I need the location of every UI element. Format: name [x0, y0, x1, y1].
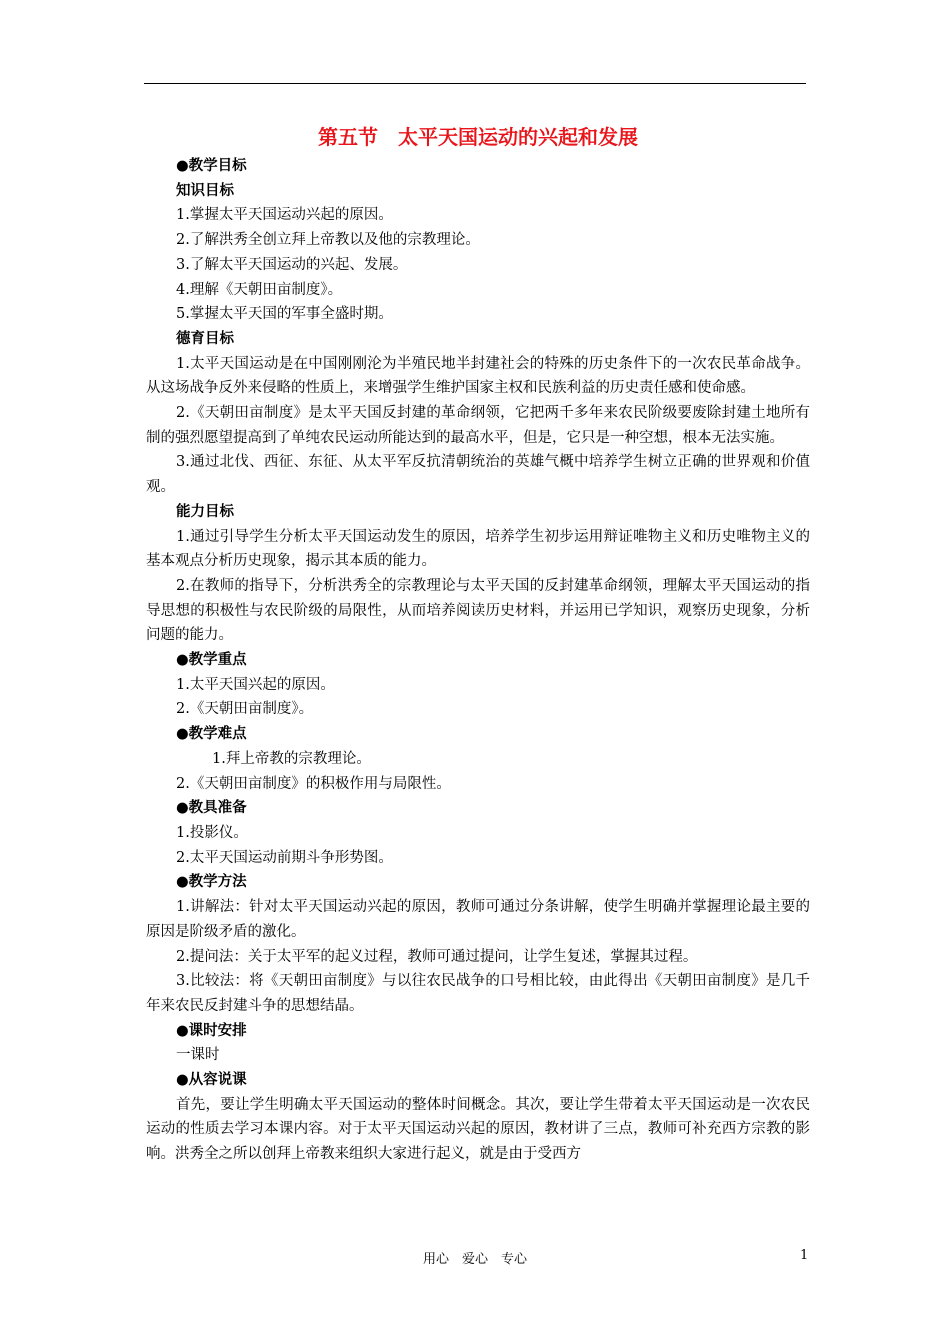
list-item: 2.太平天国运动前期斗争形势图。	[176, 849, 393, 866]
section-heading-key: ●教学重点	[176, 652, 247, 669]
section-heading-methods: ●教学方法	[176, 874, 247, 891]
section-heading-tools: ●教具准备	[176, 800, 247, 817]
list-item: 1.掌握太平天国运动兴起的原因。	[176, 207, 393, 224]
list-item: 2.《天朝田亩制度》的积极作用与局限性。	[176, 775, 451, 792]
section-heading-schedule: ●课时安排	[176, 1022, 247, 1039]
header-rule	[144, 83, 806, 84]
footer-slogan: 用心 爱心 专心	[422, 1252, 527, 1267]
list-item: 4.理解《天朝田亩制度》。	[176, 281, 343, 298]
paragraph: 1.通过引导学生分析太平天国运动发生的原因，培养学生初步运用辩证唯物主义和历史唯物主义的基本观点分析历史现象，揭示其本质的能力。	[146, 528, 810, 570]
paragraph: 2.提问法：关于太平军的起义过程，教师可通过提问，让学生复述，掌握其过程。	[176, 948, 698, 965]
paragraph: 3.比较法：将《天朝田亩制度》与以往农民战争的口号相比较，由此得出《天朝田亩制度》是几千年来农民反封建斗争的思想结晶。	[146, 973, 810, 1014]
paragraph: 首先，要让学生明确太平天国运动的整体时间概念。其次，要让学生带着太平天国运动是一次农民运动的性质去学习本课内容。对于太平天国运动兴起的原因，教材讲了三点，教师可补充西方宗教的影响。洪秀全之所以创拜上帝教来组织大家进行起义，就是由于受西方	[146, 1096, 810, 1163]
list-item: 2.《天朝田亩制度》。	[176, 701, 314, 718]
paragraph: 1.讲解法：针对太平天国运动兴起的原因，教师可通过分条讲解，使学生明确并掌握理论最主要的原因是阶级矛盾的激化。	[146, 899, 810, 940]
page-title: 第五节 太平天国运动的兴起和发展	[318, 125, 638, 149]
page-number: 1	[800, 1248, 809, 1263]
section-heading-lecture: ●从容说课	[176, 1072, 247, 1089]
schedule-text: 一课时	[176, 1047, 220, 1064]
list-item: 3.了解太平天国运动的兴起、发展。	[176, 256, 408, 273]
subheading-moral: 德育目标	[176, 330, 234, 347]
paragraph: 2.在教师的指导下，分析洪秀全的宗教理论与太平天国的反封建革命纲领，理解太平天国运动的指导思想的积极性与农民阶级的局限性，从而培养阅读历史材料，并运用已学知识，观察历史现象，分析问题的能力。	[146, 577, 810, 644]
section-heading-goals: ●教学目标	[176, 158, 247, 174]
paragraph: 1.太平天国运动是在中国刚刚沦为半殖民地半封建社会的特殊的历史条件下的一次农民革命战争。从这场战争反外来侵略的性质上，来增强学生维护国家主权和民族利益的历史责任感和使命感。	[146, 355, 810, 397]
subheading-ability: 能力目标	[176, 503, 234, 520]
list-item: 1.太平天国兴起的原因。	[176, 676, 335, 693]
section-heading-difficult: ●教学难点	[176, 726, 247, 743]
list-item: 1.拜上帝教的宗教理论。	[212, 750, 371, 767]
paragraph: 2.《天朝田亩制度》是太平天国反封建的革命纲领，它把两千多年来农民阶级要废除封建土地所有制的强烈愿望提高到了单纯农民运动所能达到的最高水平，但是，它只是一种空想，根本无法实施。	[146, 405, 810, 446]
list-item: 2.了解洪秀全创立拜上帝教以及他的宗教理论。	[176, 232, 480, 249]
list-item: 5.掌握太平天国的军事全盛时期。	[176, 306, 393, 323]
page-footer	[0, 1248, 950, 1268]
document-body	[146, 122, 810, 1167]
paragraph: 3.通过北伐、西征、东征、从太平军反抗清朝统治的英雄气概中培养学生树立正确的世界观和价值观。	[146, 454, 810, 496]
list-item: 1.投影仪。	[176, 824, 248, 841]
subheading-knowledge: 知识目标	[176, 182, 234, 199]
